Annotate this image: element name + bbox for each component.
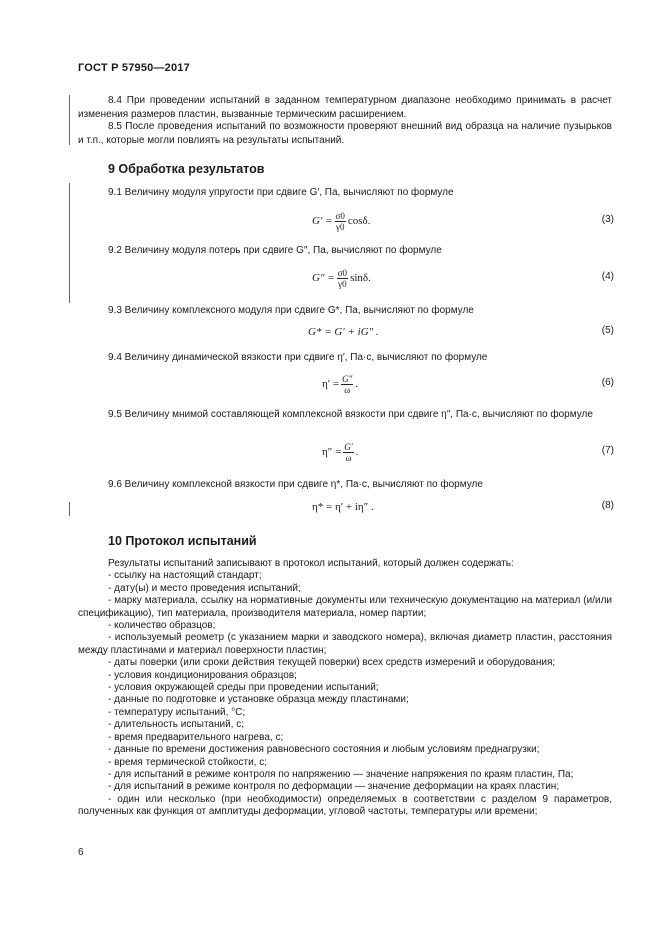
formula-expression: η* = η′ + iη″ . [312,501,374,513]
formula-tail: . [355,378,359,390]
list-item: - для испытаний в режиме контроля по деформации — значение деформации на краях пластин; [108,781,560,793]
list-item: - используемый реометр (с указанием марки и заводского номера), включая диаметр пластин, расстояния между пластинами и материал поверхности пластин; [78,632,612,656]
fraction-denominator: ω [344,384,351,395]
paragraph-9-3: 9.3 Величину комплексного модуля при сдвиге G*, Па, вычисляют по формуле [108,305,474,316]
list-item: - даты поверки (или сроки действия текущей поверки) всех средств измерений и оборудования; [108,657,556,669]
list-item: - для испытаний в режиме контроля по напряжению — значение напряжения по краям пластин, Па; [108,768,574,780]
list-item: - время термической стойкости, с; [108,756,268,768]
page-number: 6 [78,847,84,858]
paragraph-9-1: 9.1 Величину модуля упругости при сдвиге G′, Па, вычисляют по формуле [108,187,454,198]
formula-tail: cosδ. [347,215,371,227]
fraction [335,211,346,232]
paragraph-9-2: 9.2 Величину модуля потерь при сдвиге G″, Па, вычисляют по формуле [108,245,442,256]
section-9-title: 9 Обработка результатов [108,162,265,176]
paragraph-8-4: 8.4 При проведении испытаний в заданном температурном диапазоне необходимо принимать в расчет изменения размеров пластин, вызванные термическим расширением. [78,95,612,120]
formula-4 [100,264,520,292]
protocol-list [78,558,612,819]
list-item: - ссылку на настоящий стандарт; [108,570,262,582]
fraction-numerator: G′ [344,441,353,452]
list-item: - один или несколько (при необходимости) определяемых в соответствии с разделом 9 параметров, полученных как функция от амплитуды деформации, угловой частоты, температуры или времени; [78,793,612,818]
list-item: - данные по времени достижения равновесного состояния и любым условиям преднагрузки; [108,744,540,756]
margin-change-bar [69,95,70,145]
fraction-denominator: γ0 [338,278,347,289]
equation-number-3: (3) [601,214,614,225]
formula-lhs: G′ = [312,215,333,227]
list-item: - время предварительного нагрева, с; [108,731,284,743]
paragraph-9-4: 9.4 Величину динамической вязкости при сдвиге η′, Па·с, вычисляют по формуле [108,352,488,363]
list-item: - марку материала, ссылку на нормативные документы или техническую документацию на материал (и/или спецификацию), тип материала, производителя материала, номер партии; [78,595,612,619]
paragraph-8-5: 8.5 После проведения испытаний по возможности проверяют внешний вид образца на наличие пузырьков и т.п., которые могли повлиять на результаты испытаний. [78,121,612,146]
equation-number-7: (7) [601,445,614,456]
equation-number-5: (5) [601,325,614,336]
formula-tail: sinδ. [350,272,371,284]
formula-lhs: η″ = [322,446,342,458]
list-item: - данные по подготовке и установке образца между пластинами; [108,694,409,706]
list-intro: Результаты испытаний записывают в протокол испытаний, который должен содержать: [108,558,514,569]
fraction [337,268,348,289]
equation-number-6: (6) [601,377,614,388]
list-item: - условия окружающей среды при проведении испытаний; [108,682,379,694]
paragraph-9-5: 9.5 Величину мнимой составляющей комплексной вязкости при сдвиге η″, Па·с, вычисляют по формуле [108,409,593,420]
margin-change-bar [69,183,70,303]
formula-7 [100,438,520,466]
equation-number-4: (4) [601,271,614,282]
formula-6 [100,370,520,398]
list-item: - дату(ы) и место проведения испытаний; [108,582,301,594]
formula-lhs: G″ = [312,272,335,284]
fraction-numerator: σ0 [335,210,345,221]
formula-expression: G* = G′ + iG″ . [308,326,379,338]
list-item: - длительность испытаний, с; [108,719,245,731]
formula-lhs: η′ = [322,378,340,390]
formula-8 [100,493,520,521]
formula-5 [100,318,520,346]
fraction-numerator: σ0 [337,267,348,278]
page-header: ГОСТ Р 57950—2017 [78,62,190,74]
fraction-denominator: γ0 [335,221,345,232]
fraction [341,374,353,395]
fraction-denominator: ω [345,452,352,463]
fraction-numerator: G″ [342,373,353,384]
list-item: - количество образцов; [108,620,216,632]
fraction [343,442,353,463]
section-10-title: 10 Протокол испытаний [108,534,257,548]
formula-3 [100,207,520,235]
list-item: - температуру испытаний, °С; [108,706,246,718]
paragraph-9-6: 9.6 Величину комплексной вязкости при сдвиге η*, Па·с, вычисляют по формуле [108,479,483,490]
margin-change-bar [69,502,70,516]
formula-tail: . [355,446,359,458]
list-item: - условия кондиционирования образцов; [108,669,297,681]
equation-number-8: (8) [601,500,614,511]
